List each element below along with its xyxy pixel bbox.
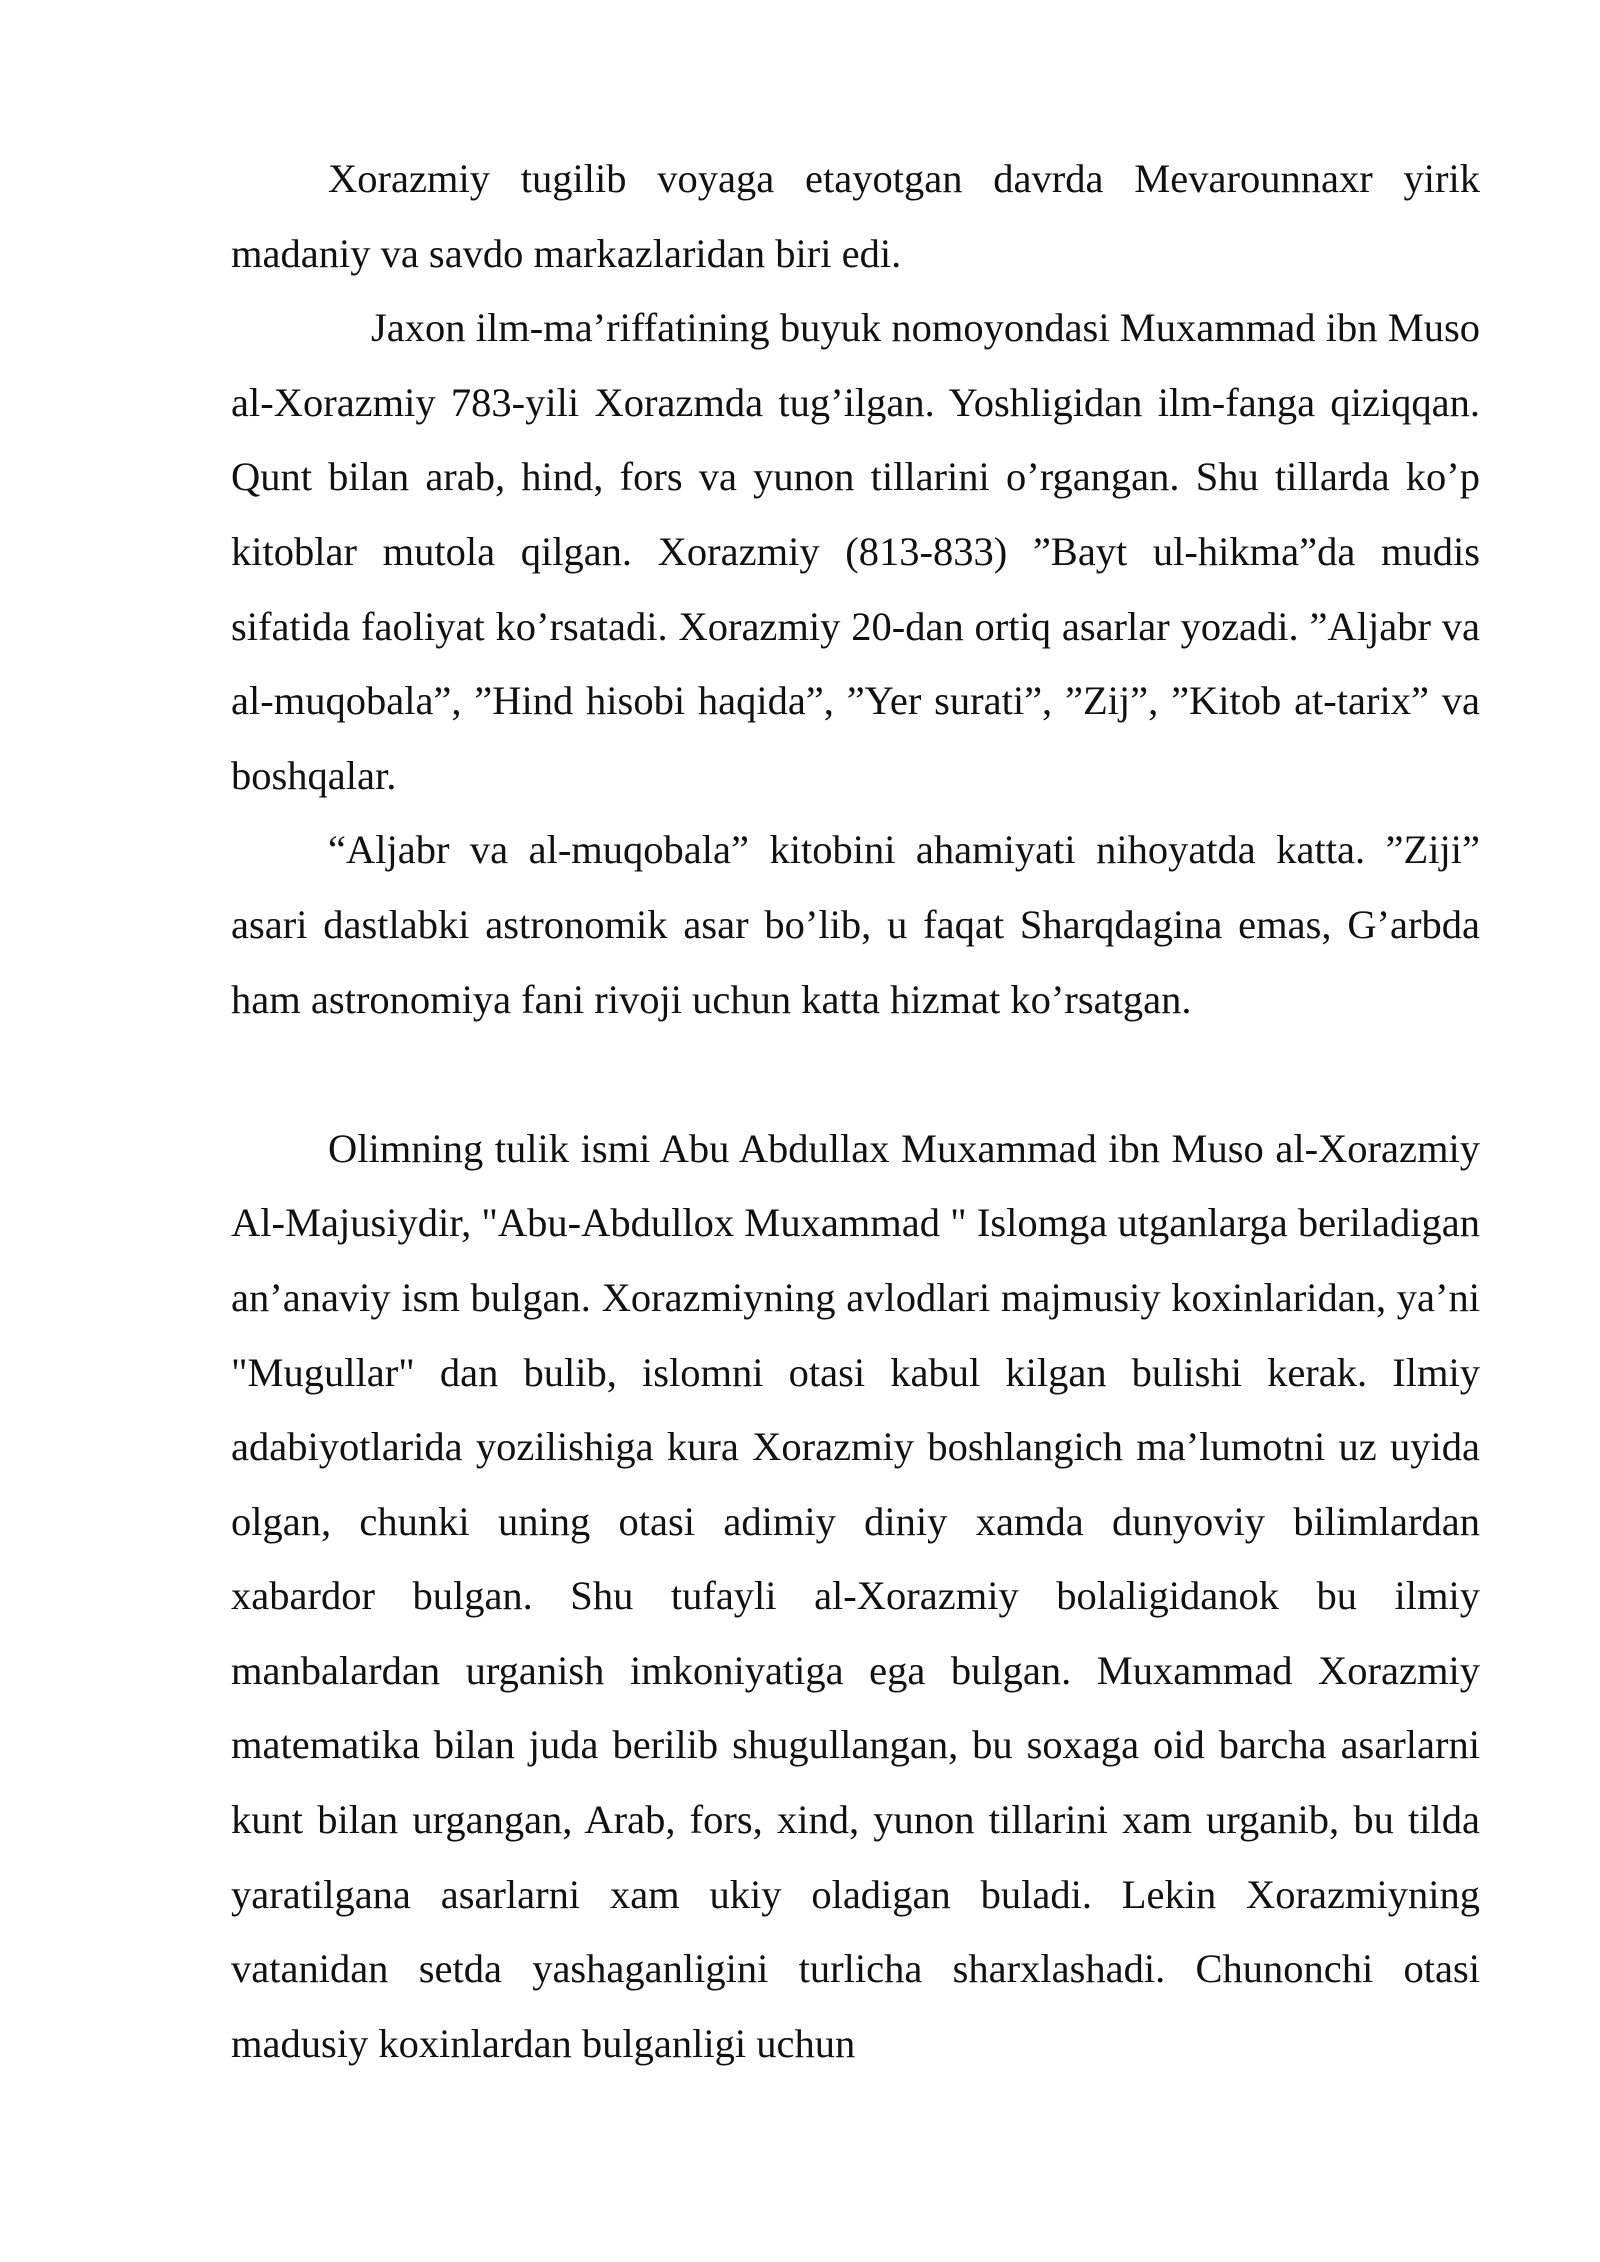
paragraph-gap [231,1037,1480,1112]
paragraph-full-name: Olimning tulik ismi Abu Abdullax Muxammad ibn Muso al-Xorazmiy Al-Majusiydir, "Abu-Abdullox Muxammad " Islomga utganlarga beriladigan an’anaviy ism bulgan. Xorazmiyning avlodlari majmusiy koxinlaridan, ya’ni "Mugullar" dan bulib, islomni otasi kabul kilgan bulishi kerak. Ilmiy adabiyotlarida yozilishiga kura Xorazmiy boshlangich ma’lumotni uz uyida olgan, chunki uning otasi adimiy diniy xamda dunyoviy bilimlardan xabardor bulgan. Shu tufayli al-Xorazmiy bolaligidanok bu ilmiy manbalardan urganish imkoniyatiga ega bulgan. Muxammad Xorazmiy matematika bilan juda berilib shugullangan, bu soxaga oid barcha asarlarni kunt bilan urgangan, Arab, fors, xind, yunon tillarini xam urganib, bu tilda yaratilgana asarlarni xam ukiy oladigan buladi. Lekin Xorazmiyning vatanidan setda yashaganligini turlicha sharxlashadi. Chunonchi otasi madusiy koxinlardan bulganligi uchun [231,1125,1480,2066]
paragraph-biography: Jaxon ilm-ma’riffatining buyuk nomoyondasi Muxammad ibn Muso al-Xorazmiy 783-yili Xorazmda tug’ilgan. Yoshligidan ilm-fanga qiziqqan. Qunt bilan arab, hind, fors va yunon tillarini o’rgangan. Shu tillarda ko’p kitoblar mutola qilgan. Xorazmiy (813-833) ”Bayt ul-hikma”da mudis sifatida faoliyat ko’rsatadi. Xorazmiy 20-dan ortiq asarlar yozadi. ”Aljabr va al-muqobala”, ”Hind hisobi haqida”, ”Yer surati”, ”Zij”, ”Kitob at-tarix” va boshqalar. [231,305,1480,798]
paragraph-intro: Xorazmiy tugilib voyaga etayotgan davrda Mevarounnaxr yirik madaniy va savdo markazlaridan biri edi. [231,156,1480,276]
document-body [231,142,1480,2081]
paragraph-works: “Aljabr va al-muqobala” kitobini ahamiyati nihoyatda katta. ”Ziji” asari dastlabki astronomik asar bo’lib, u faqat Sharqdagina emas, G’arbda ham astronomiya fani rivoji uchun katta hizmat ko’rsatgan. [231,827,1480,1022]
